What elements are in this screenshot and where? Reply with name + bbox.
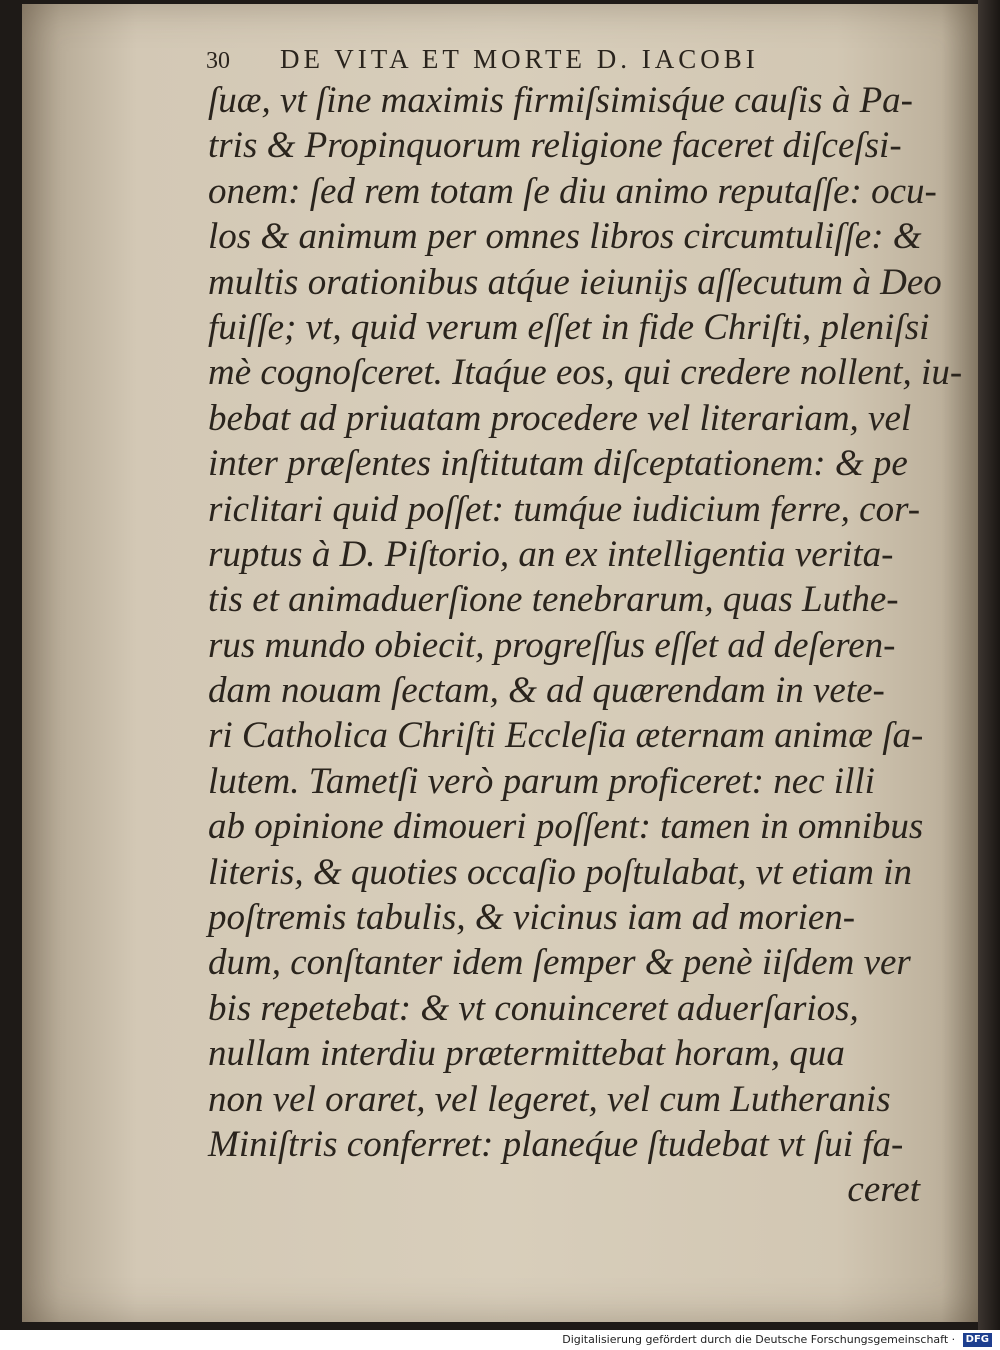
text-line: bebat ad priuatam procedere vel literariam, vel — [208, 397, 912, 439]
text-line: dam nouam ſectam, & ad quærendam in vete- — [208, 670, 885, 712]
text-line: lutem. Tametſi verò parum proficeret: nec illi — [208, 760, 875, 802]
dfg-logo: DFG — [963, 1333, 992, 1347]
text-line: non vel oraret, vel legeret, vel cum Lutheranis — [208, 1078, 891, 1120]
text-line: literis, & quoties occaſio poſtulabat, vt etiam in — [208, 851, 912, 893]
text-line: nullam interdiu prætermittebat horam, qua — [208, 1033, 845, 1075]
text-line: ri Catholica Chriſti Eccleſia æternam animæ ſa- — [208, 715, 924, 757]
body-text — [208, 78, 963, 1167]
text-line: mè cognoſceret. Itaq́ue eos, qui credere nollent, iu- — [208, 352, 963, 394]
text-line: ruptus à D. Piſtorio, an ex intelligentia verita- — [208, 533, 894, 575]
text-line: fuiſſe; vt, quid verum eſſet in fide Chriſti, pleniſsi — [208, 306, 930, 348]
text-line: tris & Propinquorum religione faceret diſceſsi- — [208, 125, 902, 167]
text-line: rus mundo obiecit, progreſſus eſſet ad deſeren- — [208, 624, 896, 666]
text-line: dum, conſtanter idem ſemper & penè iiſdem ver — [208, 942, 911, 984]
text-line: ab opinione dimoueri poſſent: tamen in omnibus — [208, 806, 924, 848]
text-line: multis orationibus atq́ue ieiunijs aſſecutum à Deo — [208, 261, 942, 303]
text-line: poſtremis tabulis, & vicinus iam ad morien- — [208, 897, 856, 939]
running-title: DE VITA ET MORTE D. IACOBI — [280, 44, 759, 74]
text-line: inter præſentes inſtitutam diſceptationem: & pe — [208, 443, 908, 485]
digitization-footer: Digitalisierung gefördert durch die Deutsche Forschungsgemeinschaft · DFG — [0, 1330, 1000, 1350]
text-line: Miniſtris conferret: planeq́ue ſtudebat vt ſui fa- — [208, 1123, 904, 1165]
text-line: onem: ſed rem totam ſe diu animo reputaſſe: ocu- — [208, 170, 937, 212]
text-line: los & animum per omnes libros circumtuliſſe: & — [208, 216, 922, 258]
text-line: tis et animaduerſione tenebrarum, quas Luthe- — [208, 579, 899, 621]
book-spine — [978, 0, 1000, 1330]
text-line: ſuæ, vt ſine maximis firmiſsimisq́ue cauſis à Pa- — [208, 80, 914, 121]
catchword: ceret — [847, 1169, 920, 1210]
footer-credit: Digitalisierung gefördert durch die Deutsche Forschungsgemeinschaft — [562, 1333, 949, 1346]
text-line: bis repetebat: & vt conuinceret aduerſarios, — [208, 987, 859, 1029]
text-line: riclitari quid poſſet: tumq́ue iudicium ferre, cor- — [208, 488, 921, 530]
page-number: 30 — [206, 48, 230, 74]
